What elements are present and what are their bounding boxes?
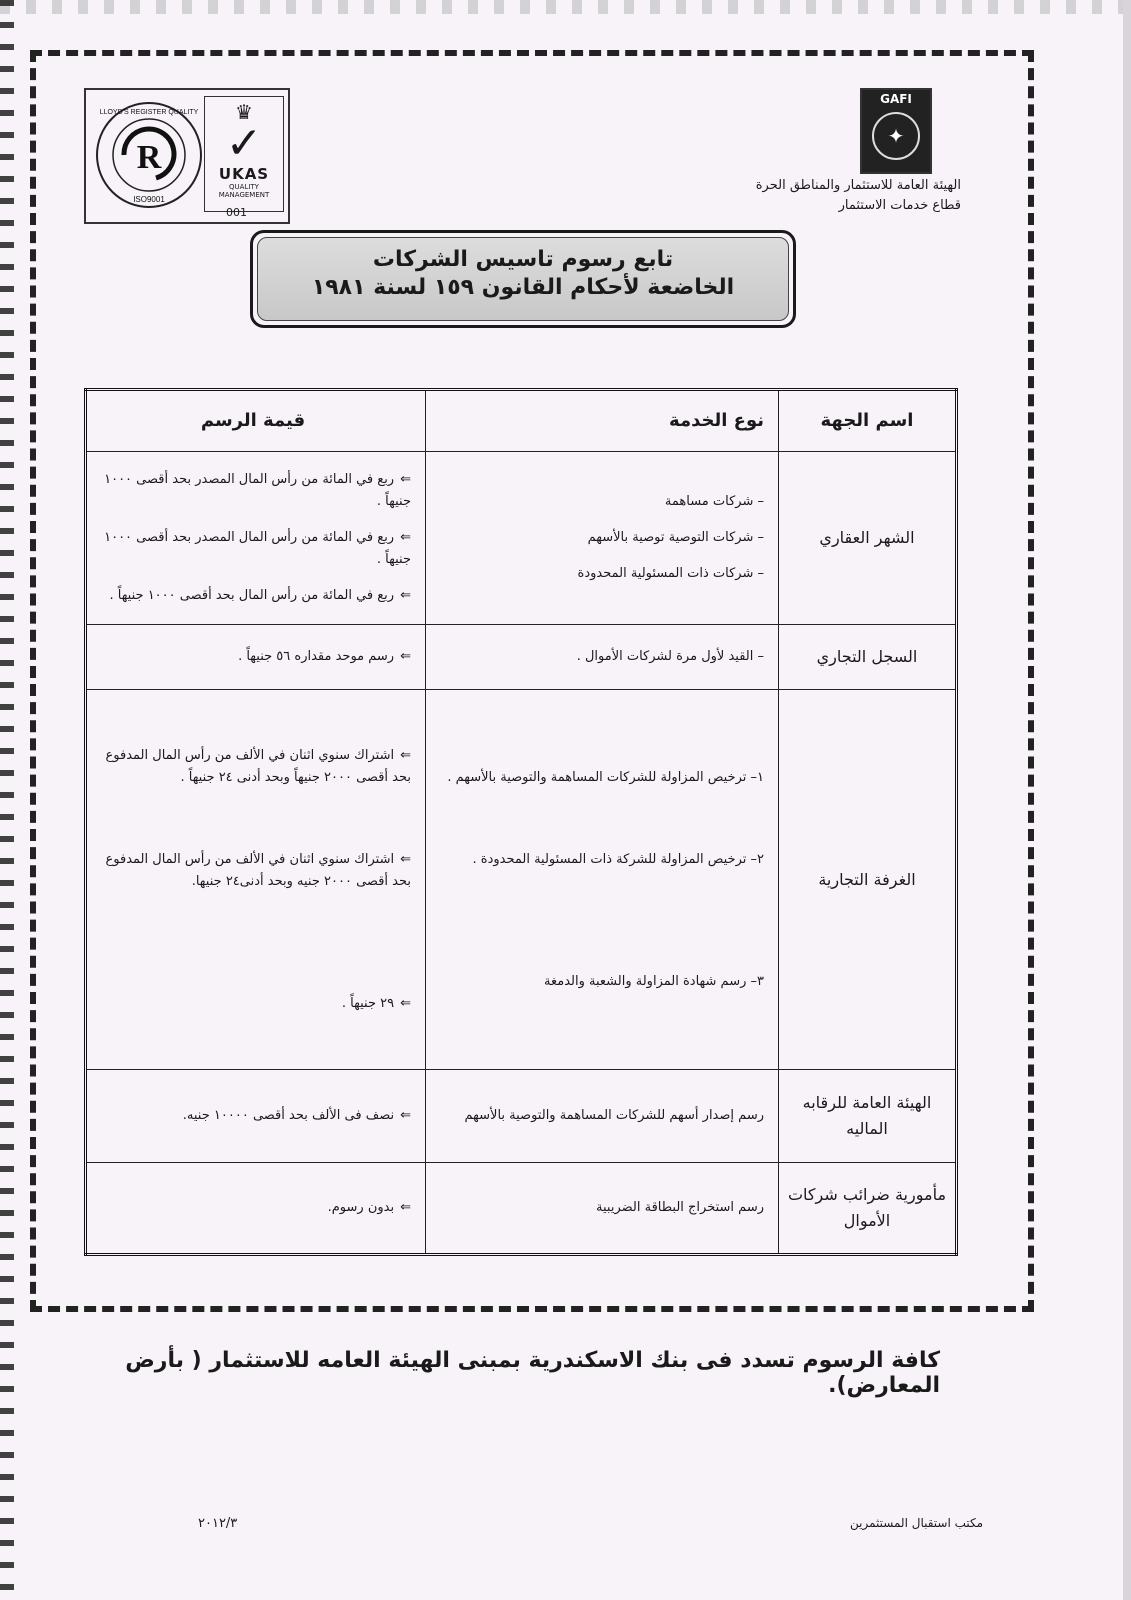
arrow-left-icon: ⇐ bbox=[400, 648, 411, 664]
authority-name bbox=[701, 176, 961, 216]
fee-text: اشتراك سنوي اثنان في الألف من رأس المال المدفوع بحد أقصى ٢٠٠٠ جنيهاً وبحد أدنى ٢٤ جنيهاً . bbox=[105, 747, 411, 785]
office-name: مكتب استقبال المستثمرين bbox=[850, 1516, 984, 1530]
service-item: رسم إصدار أسهم للشركات المساهمة والتوصية بالأسهم bbox=[464, 1107, 764, 1123]
service-item: – شركات التوصية توصية بالأسهم bbox=[587, 529, 764, 545]
arrow-left-icon: ⇐ bbox=[400, 747, 411, 763]
page-title bbox=[257, 237, 789, 321]
title-frame bbox=[250, 230, 796, 328]
fee-item bbox=[95, 527, 411, 571]
arrow-left-icon: ⇐ bbox=[400, 1107, 411, 1123]
crown-icon: ♛ bbox=[235, 100, 253, 124]
ukas-sub2: MANAGEMENT bbox=[218, 191, 270, 199]
title-line2: الخاضعة لأحكام القانون ١٥٩ لسنة ١٩٨١ bbox=[311, 275, 735, 300]
ukas-badge bbox=[204, 96, 284, 212]
fee-item bbox=[95, 1105, 411, 1127]
fee-text: اشتراك سنوي اثنان في الألف من رأس المال المدفوع بحد أقصى ٢٠٠٠ جنيه وبحد أدنى٢٤ جنيها. bbox=[105, 851, 411, 889]
checkmark-icon: ✓ bbox=[225, 118, 263, 169]
page-edge-left bbox=[0, 0, 14, 1600]
ukas-number: 001 bbox=[226, 206, 247, 219]
service-cell bbox=[426, 690, 779, 1070]
service-item: – القيد لأول مرة لشركات الأموال . bbox=[576, 648, 764, 664]
fee-text: ربع في المائة من رأس المال المصدر بحد أقصى ١٠٠٠ جنيهاً . bbox=[104, 471, 411, 509]
table-row bbox=[86, 452, 957, 625]
table-row bbox=[86, 690, 957, 1070]
fee-item bbox=[95, 469, 411, 513]
fee-item bbox=[95, 646, 411, 668]
svg-text:R: R bbox=[136, 139, 162, 176]
ukas-sub1: QUALITY bbox=[229, 183, 259, 191]
page-edge-right bbox=[1123, 0, 1131, 1600]
arrow-left-icon: ⇐ bbox=[400, 529, 411, 545]
certification-logos bbox=[84, 88, 290, 224]
fee-text: نصف فى الألف بحد أقصى ١٠٠٠٠ جنيه. bbox=[182, 1107, 395, 1123]
fee-text: رسم موحد مقداره ٥٦ جنيهاً . bbox=[238, 648, 395, 664]
page-edge-top bbox=[0, 0, 1131, 14]
table-row bbox=[86, 624, 957, 690]
arrow-left-icon: ⇐ bbox=[400, 851, 411, 867]
entity-cell: الشهر العقاري bbox=[779, 452, 957, 625]
fee-item bbox=[95, 745, 411, 789]
document-date: ٢٠١٢/٣ bbox=[198, 1516, 238, 1531]
table-header-row bbox=[86, 390, 957, 452]
arrow-left-icon: ⇐ bbox=[400, 995, 411, 1011]
fee-cell bbox=[86, 1162, 426, 1254]
service-item: – شركات ذات المسئولية المحدودة bbox=[577, 565, 764, 581]
fees-table bbox=[84, 388, 958, 1256]
fee-cell bbox=[86, 690, 426, 1070]
header-entity: اسم الجهة bbox=[779, 390, 957, 452]
fee-text: بدون رسوم. bbox=[327, 1199, 395, 1215]
service-cell bbox=[426, 452, 779, 625]
authority-line1: الهيئة العامة للاستثمار والمناطق الحرة bbox=[755, 178, 961, 193]
fee-item bbox=[95, 1197, 411, 1219]
fee-item bbox=[95, 849, 411, 893]
service-cell bbox=[426, 624, 779, 690]
fee-item bbox=[95, 993, 411, 1015]
header-fee: قيمة الرسم bbox=[86, 390, 426, 452]
table-row bbox=[86, 1162, 957, 1254]
arrow-left-icon: ⇐ bbox=[400, 587, 411, 603]
entity-cell: السجل التجاري bbox=[779, 624, 957, 690]
service-item: رسم استخراج البطاقة الضريبية bbox=[596, 1199, 764, 1215]
entity-cell: مأمورية ضرائب شركات الأموال bbox=[779, 1162, 957, 1254]
fee-cell bbox=[86, 624, 426, 690]
fee-cell bbox=[86, 452, 426, 625]
header-service: نوع الخدمة bbox=[426, 390, 779, 452]
service-item: ٣– رسم شهادة المزاولة والشعبة والدمغة bbox=[544, 973, 764, 989]
authority-logo bbox=[860, 88, 932, 174]
service-item: ١– ترخيص المزاولة للشركات المساهمة والتوصية بالأسهم . bbox=[447, 769, 764, 785]
svg-text:LLOYD'S REGISTER QUALITY: LLOYD'S REGISTER QUALITY bbox=[99, 109, 199, 116]
arrow-left-icon: ⇐ bbox=[400, 471, 411, 487]
authority-logo-text: GAFI bbox=[880, 92, 912, 106]
eagle-emblem-icon: ✦ bbox=[872, 112, 920, 160]
payment-note: كافة الرسوم تسدد فى بنك الاسكندرية بمبنى الهيئة العامه للاستثمار ( بأرض المعارض). bbox=[125, 1348, 940, 1398]
svg-text:ISO9001: ISO9001 bbox=[133, 195, 165, 204]
entity-cell: الغرفة التجارية bbox=[779, 690, 957, 1070]
fee-text: ٢٩ جنيهاً . bbox=[341, 995, 395, 1011]
title-line1: تابع رسوم تاسيس الشركات bbox=[372, 247, 674, 272]
service-cell bbox=[426, 1162, 779, 1254]
service-cell bbox=[426, 1070, 779, 1162]
service-item: – شركات مساهمة bbox=[664, 493, 764, 509]
arrow-left-icon: ⇐ bbox=[400, 1199, 411, 1215]
ukas-name: UKAS bbox=[218, 165, 270, 183]
lloyds-register-seal-icon bbox=[94, 100, 204, 210]
fee-text: ربع في المائة من رأس المال بحد أقصى ١٠٠٠ جنيهاً . bbox=[109, 587, 395, 603]
service-item: ٢– ترخيص المزاولة للشركة ذات المسئولية المحدودة . bbox=[472, 851, 764, 867]
table-row bbox=[86, 1070, 957, 1162]
authority-line2: قطاع خدمات الاستثمار bbox=[838, 198, 961, 213]
fee-item bbox=[95, 585, 411, 607]
entity-cell: الهيئة العامة للرقابه الماليه bbox=[779, 1070, 957, 1162]
fee-text: ربع في المائة من رأس المال المصدر بحد أقصى ١٠٠٠ جنيهاً . bbox=[104, 529, 411, 567]
fee-cell bbox=[86, 1070, 426, 1162]
